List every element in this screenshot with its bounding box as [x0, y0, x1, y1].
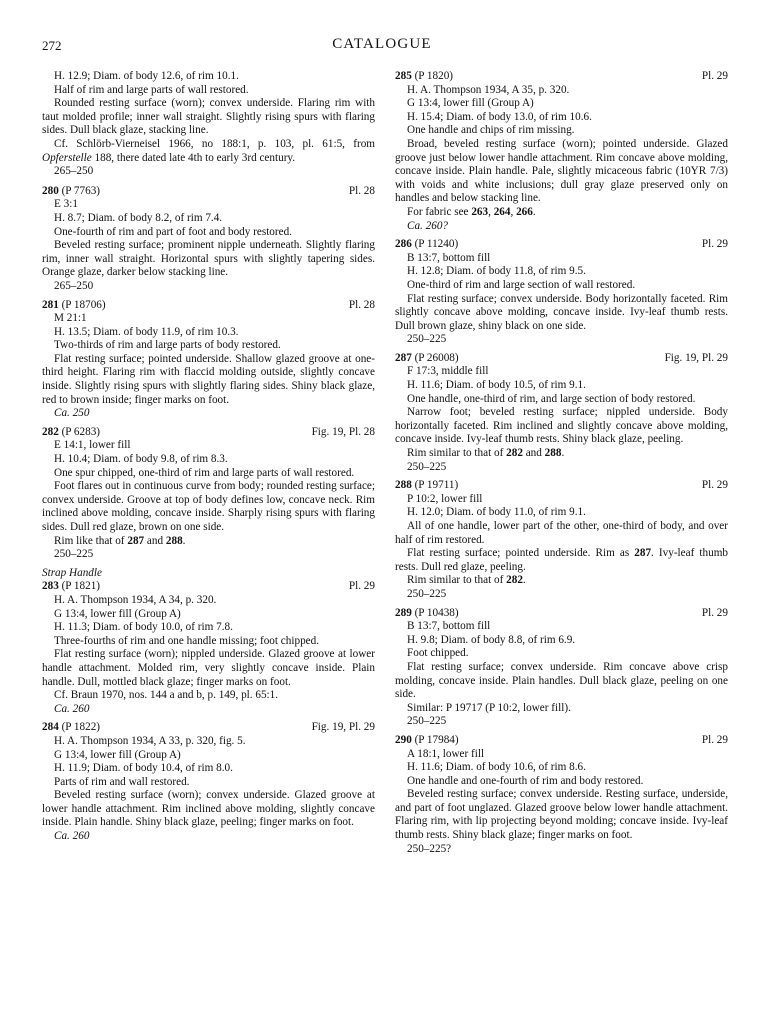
- description: Narrow foot; beveled resting surface; nippled underside. Body horizontally faceted. Rim inclined and slightly concave above molding, concave inside. Ivy-leaf thumb rests. Shiny black glaze, peeling.: [395, 406, 728, 446]
- plate-reference: Pl. 29: [701, 238, 728, 251]
- dimensions: H. 15.4; Diam. of body 13.0, of rim 10.6.: [407, 110, 592, 123]
- description: Flat resting surface (worn); nippled underside. Glazed groove at lower handle attachment. Molded rim, very slightly concave inside. Plain handle. Dull, mottled black glaze; finger marks on foot.: [42, 648, 375, 688]
- date: Ca. 260?: [407, 219, 449, 232]
- dimensions: H. 12.9; Diam. of body 12.6, of rim 10.1.: [54, 70, 239, 82]
- catalogue-entry-289: [395, 607, 728, 729]
- description: Flat resting surface; convex underside. Body horizontally faceted. Rim slightly concave above molding, concave inside. Ivy-leaf thumb rests. Dull brown glaze, shiny black on one side.: [395, 292, 728, 332]
- description: Foot flares out in continuous curve from body; rounded resting surface; convex underside. Groove at top of body defines low, concave neck. Rim inclined above molding, concave inside. Sharply rising spurs with flaring sides. Dull red glaze, brown on one side.: [42, 480, 375, 533]
- description: Beveled resting surface; prominent nipple underneath. Slightly flaring rim, inner wall straight. Horizontal spurs with slightly tapering sides. Orange glaze, darker below stacking line.: [42, 239, 375, 279]
- catalogue-entry-285: [395, 70, 728, 233]
- date: 250–225: [407, 333, 447, 346]
- dimensions: H. 10.4; Diam. of body 9.8, of rim 8.3.: [54, 453, 228, 466]
- catalogue-entry-280: [42, 185, 375, 294]
- reference: H. A. Thompson 1934, A 33, p. 320, fig. 5.: [54, 734, 246, 747]
- description: Flat resting surface; pointed underside. Rim as 287. Ivy-leaf thumb rests. Dull red glaze, peeling.: [395, 547, 728, 573]
- date: 250–225: [407, 460, 447, 473]
- condition: One-fourth of rim and part of foot and body restored.: [54, 225, 292, 238]
- context: A 18:1, lower fill: [407, 747, 485, 760]
- dimensions: H. 11.3; Diam. of body 10.0, of rim 7.8.: [54, 621, 233, 634]
- note: For fabric see 263, 264, 266.: [407, 205, 536, 218]
- page-number: 272: [42, 38, 62, 53]
- description: Beveled resting surface (worn); convex underside. Glazed groove at lower handle attachment. Rim inclined above molding, slightly concave inside. Plain handle. Shiny black glaze, peeling; finger marks on foot.: [42, 789, 375, 829]
- entry-header: 288 (P 19711) Pl. 29: [395, 479, 728, 492]
- entry-header: 283 (P 1821) Pl. 29: [42, 580, 375, 593]
- dimensions: H. 12.8; Diam. of body 11.8, of rim 9.5.: [407, 265, 586, 278]
- dimensions: H. 11.6; Diam. of body 10.6, of rim 8.6.: [407, 761, 586, 774]
- condition: All of one handle, lower part of the other, one-third of body, and over half of rim restored.: [395, 520, 728, 546]
- catalogue-entry-287: [395, 352, 728, 474]
- note: Rim like that of 287 and 288.: [54, 534, 186, 547]
- description: Flat resting surface; convex underside. Rim concave above crisp molding, concave inside. Plain handles. Dull black glaze, peeling on one side.: [395, 660, 728, 701]
- entry-header: 290 (P 17984) Pl. 29: [395, 733, 728, 746]
- catalogue-entry-288: [395, 479, 728, 601]
- section-heading: Strap Handle: [42, 566, 102, 579]
- plate-reference: Pl. 29: [701, 479, 728, 492]
- entry-header: 286 (P 11240) Pl. 29: [395, 238, 728, 251]
- condition: Three-fourths of rim and one handle missing; foot chipped.: [54, 634, 320, 647]
- context: M 21:1: [54, 312, 87, 325]
- dimensions: H. 8.7; Diam. of body 8.2, of rim 7.4.: [54, 211, 223, 224]
- entry-header: 287 (P 26008) Fig. 19, Pl. 29: [395, 351, 728, 364]
- description: Broad, beveled resting surface (worn); pointed underside. Glazed groove just below lower handle attachment. Rim concave above molding, concave inside. Plain handle. Pale, slightly micaceous fabric (10YR 7/3) with voids and white inclusions; dull gray glaze preserved only on handles and below stacking line.: [395, 137, 728, 205]
- condition: Half of rim and large parts of wall restored.: [54, 83, 249, 96]
- plate-reference: Fig. 19, Pl. 28: [311, 425, 375, 438]
- comparison: Cf. Schlörb-Vierneisel 1966, no 188:1, p. 103, pl. 61:5, from Opferstelle 188, there dated late 4th to early 3rd century.: [42, 137, 375, 164]
- entry-continued: [42, 70, 375, 179]
- context: B 13:7, bottom fill: [407, 251, 491, 264]
- condition: One spur chipped, one-third of rim and large parts of wall restored.: [54, 466, 355, 479]
- context: E 3:1: [54, 198, 78, 211]
- plate-reference: Pl. 28: [348, 298, 375, 311]
- context: E 14:1, lower fill: [54, 439, 131, 452]
- context: G 13:4, lower fill (Group A): [54, 607, 181, 620]
- context: G 13:4, lower fill (Group A): [407, 97, 534, 110]
- entry-header: 289 (P 10438) Pl. 29: [395, 606, 728, 619]
- left-column: [42, 70, 375, 849]
- right-column: [395, 70, 728, 861]
- similar: Similar: P 19717 (P 10:2, lower fill).: [407, 701, 571, 714]
- description: Beveled resting surface; convex underside. Resting surface, underside, and part of foot unglazed. Glazed groove below lower handle attachment. Flaring rim, with lip projecting beyond molding; concave inside. Ivy-leaf thumb rests. Shiny black glaze; finger marks on foot.: [395, 788, 728, 842]
- condition: One handle, one-third of rim, and large section of body restored.: [407, 392, 696, 405]
- running-head: CATALOGUE: [332, 36, 432, 52]
- context: F 17:3, middle fill: [407, 365, 489, 378]
- entry-header: 280 (P 7763) Pl. 28: [42, 184, 375, 197]
- dimensions: H. 11.9; Diam. of body 10.4, of rim 8.0.: [54, 762, 233, 775]
- plate-reference: Pl. 29: [348, 580, 375, 593]
- date: 250–225?: [407, 842, 452, 855]
- date: Ca. 250: [54, 407, 90, 420]
- dimensions: H. 11.6; Diam. of body 10.5, of rim 9.1.: [407, 379, 586, 392]
- plate-reference: Pl. 29: [701, 606, 728, 619]
- date: 250–225: [407, 587, 447, 600]
- catalogue-entry-284: [42, 721, 375, 843]
- catalogue-entry-281: [42, 299, 375, 421]
- date: Ca. 260: [54, 830, 90, 843]
- catalogue-entry-282: [42, 426, 375, 562]
- date: 250–225: [407, 715, 447, 728]
- condition: One handle and chips of rim missing.: [407, 124, 575, 137]
- condition: One-third of rim and large section of wall restored.: [407, 278, 636, 291]
- context: G 13:4, lower fill (Group A): [54, 748, 181, 761]
- note: Rim similar to that of 282 and 288.: [407, 447, 565, 460]
- condition: Two-thirds of rim and large parts of body restored.: [54, 339, 281, 352]
- plate-reference: Fig. 19, Pl. 29: [664, 351, 728, 364]
- plate-reference: Pl. 28: [348, 184, 375, 197]
- date: 265–250: [54, 165, 94, 178]
- plate-reference: Fig. 19, Pl. 29: [311, 721, 375, 734]
- reference: H. A. Thompson 1934, A 34, p. 320.: [54, 593, 217, 606]
- entry-header: 281 (P 18706) Pl. 28: [42, 298, 375, 311]
- description: Flat resting surface; pointed underside. Shallow glazed groove at one-third height. Flaring rim with flaccid molding outside, slightly concave inside. Slightly rising spurs with slightly flaring sides. Shiny black glaze, red to brown inside; finger marks on foot.: [42, 352, 375, 406]
- catalogue-entry-290: [395, 734, 728, 856]
- date: Ca. 260: [54, 702, 90, 715]
- condition: One handle and one-fourth of rim and body restored.: [407, 774, 644, 787]
- condition: Foot chipped.: [407, 647, 469, 660]
- condition: Parts of rim and wall restored.: [54, 775, 190, 788]
- context: P 10:2, lower fill: [407, 492, 483, 505]
- catalogue-entry-283: [42, 580, 375, 716]
- dimensions: H. 12.0; Diam. of body 11.0, of rim 9.1.: [407, 506, 586, 519]
- entry-header: 282 (P 6283) Fig. 19, Pl. 28: [42, 425, 375, 438]
- plate-reference: Pl. 29: [701, 70, 728, 82]
- entry-header: 285 (P 1820) Pl. 29: [395, 70, 728, 82]
- dimensions: H. 13.5; Diam. of body 11.9, of rim 10.3.: [54, 325, 239, 338]
- comparison: Cf. Braun 1970, nos. 144 a and b, p. 149, pl. 65:1.: [54, 689, 279, 702]
- catalogue-entry-286: [395, 238, 728, 347]
- dimensions: H. 9.8; Diam. of body 8.8, of rim 6.9.: [407, 633, 576, 646]
- description: Rounded resting surface (worn); convex underside. Flaring rim with taut molded profile; inner wall straight. Slightly rising spurs with flaring sides. Dull black glaze, stacking line.: [42, 97, 375, 137]
- context: B 13:7, bottom fill: [407, 620, 491, 633]
- date: 265–250: [54, 279, 94, 292]
- reference: H. A. Thompson 1934, A 35, p. 320.: [407, 83, 570, 96]
- note: Rim similar to that of 282.: [407, 574, 526, 587]
- plate-reference: Pl. 29: [701, 733, 728, 746]
- date: 250–225: [54, 548, 94, 561]
- entry-header: 284 (P 1822) Fig. 19, Pl. 29: [42, 721, 375, 734]
